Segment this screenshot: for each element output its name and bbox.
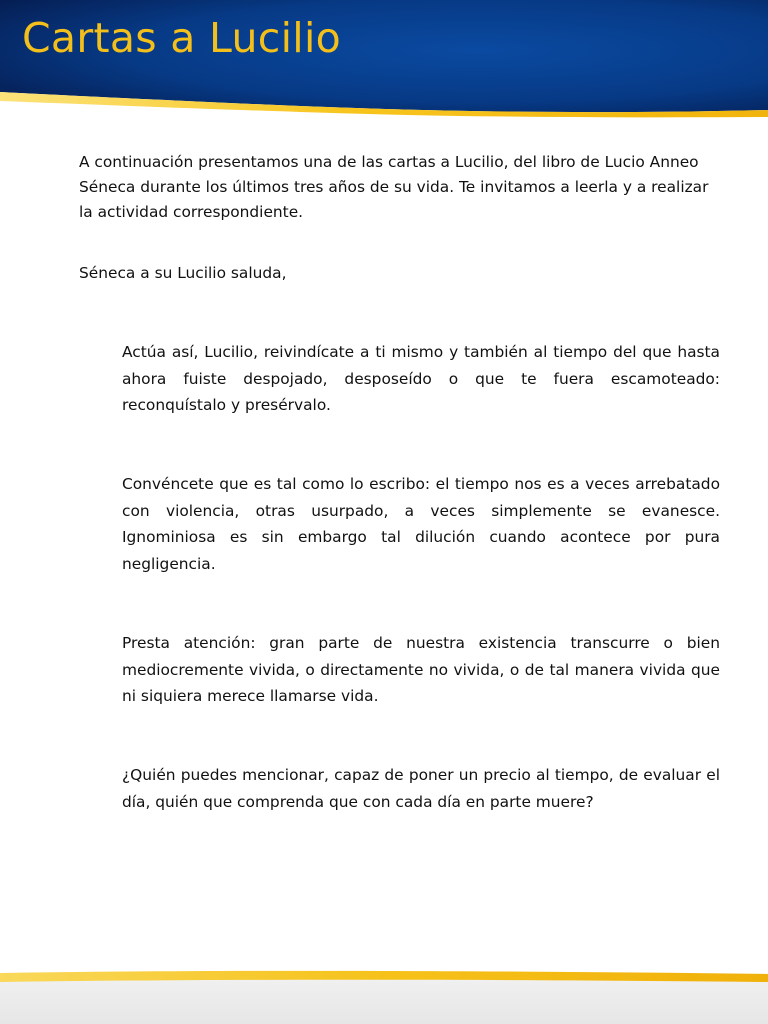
intro-block xyxy=(79,150,721,225)
letter-paragraph: Presta atención: gran parte de nuestra existencia transcurre o bien mediocremente vivida, o directamente no vivida, o de tal manera vivida que ni siquiera merece llamarse vida. xyxy=(122,634,720,705)
letter-paragraph: Actúa así, Lucilio, reivindícate a ti mismo y también al tiempo del que hasta ahora fuiste despojado, desposeído o que te fuera escamoteado: reconquístalo y presérvalo. xyxy=(122,343,720,414)
footer-background xyxy=(0,960,768,1024)
header-banner xyxy=(0,0,768,118)
page-title: Cartas a Lucilio xyxy=(22,14,342,62)
letter-paragraph: Convéncete que es tal como lo escribo: el tiempo nos es a veces arrebatado con violencia, otras usurpado, a veces simplemente se evanesce. Ignominiosa es sin embargo tal dilución cuando acontece por pura negligencia. xyxy=(122,475,720,573)
footer-band xyxy=(0,960,768,1024)
letter-paragraph: ¿Quién puedes mencionar, capaz de poner un precio al tiempo, de evaluar el día, quién que comprenda que con cada día en parte muere? xyxy=(122,766,720,811)
letter-greeting: Séneca a su Lucilio saluda, xyxy=(79,264,287,282)
intro-paragraph: A continuación presentamos una de las cartas a Lucilio, del libro de Lucio Anneo Séneca durante los últimos tres años de su vida. Te invitamos a leerla y a realizar la actividad correspondiente. xyxy=(79,153,709,221)
